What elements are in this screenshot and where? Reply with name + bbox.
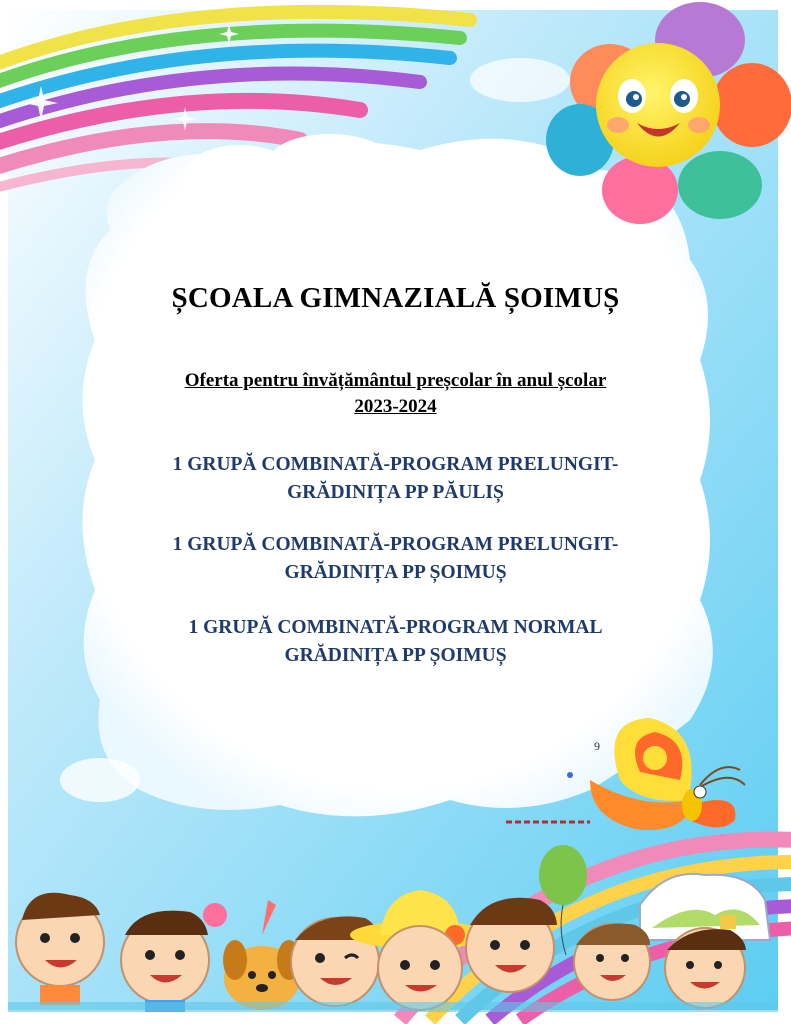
offer-subtitle — [0, 368, 791, 420]
page-title: ȘCOALA GIMNAZIALĂ ȘOIMUȘ — [171, 282, 620, 314]
group-offer-1 — [0, 451, 791, 507]
offer-subtitle-line2: 2023-2024 — [354, 396, 437, 417]
group-offer-3-line2: GRĂDINIȚA PP ȘOIMUȘ — [284, 645, 507, 666]
svg-text:9: 9 — [594, 739, 600, 753]
offer-subtitle-line1: Oferta pentru învățământul preșcolar în anul școlar — [184, 370, 607, 391]
group-offer-1-line2: GRĂDINIȚA PP PĂULIȘ — [287, 482, 504, 503]
group-offer-3 — [0, 614, 791, 670]
group-offer-2 — [0, 531, 791, 587]
group-offer-1-line1: 1 GRUPĂ COMBINATĂ-PROGRAM PRELUNGIT- — [172, 454, 619, 475]
group-offer-2-line1: 1 GRUPĂ COMBINATĂ-PROGRAM PRELUNGIT- — [172, 534, 619, 555]
group-offer-3-line1: 1 GRUPĂ COMBINATĂ-PROGRAM NORMAL — [188, 617, 603, 638]
group-offer-2-line2: GRĂDINIȚA PP ȘOIMUȘ — [284, 562, 507, 583]
